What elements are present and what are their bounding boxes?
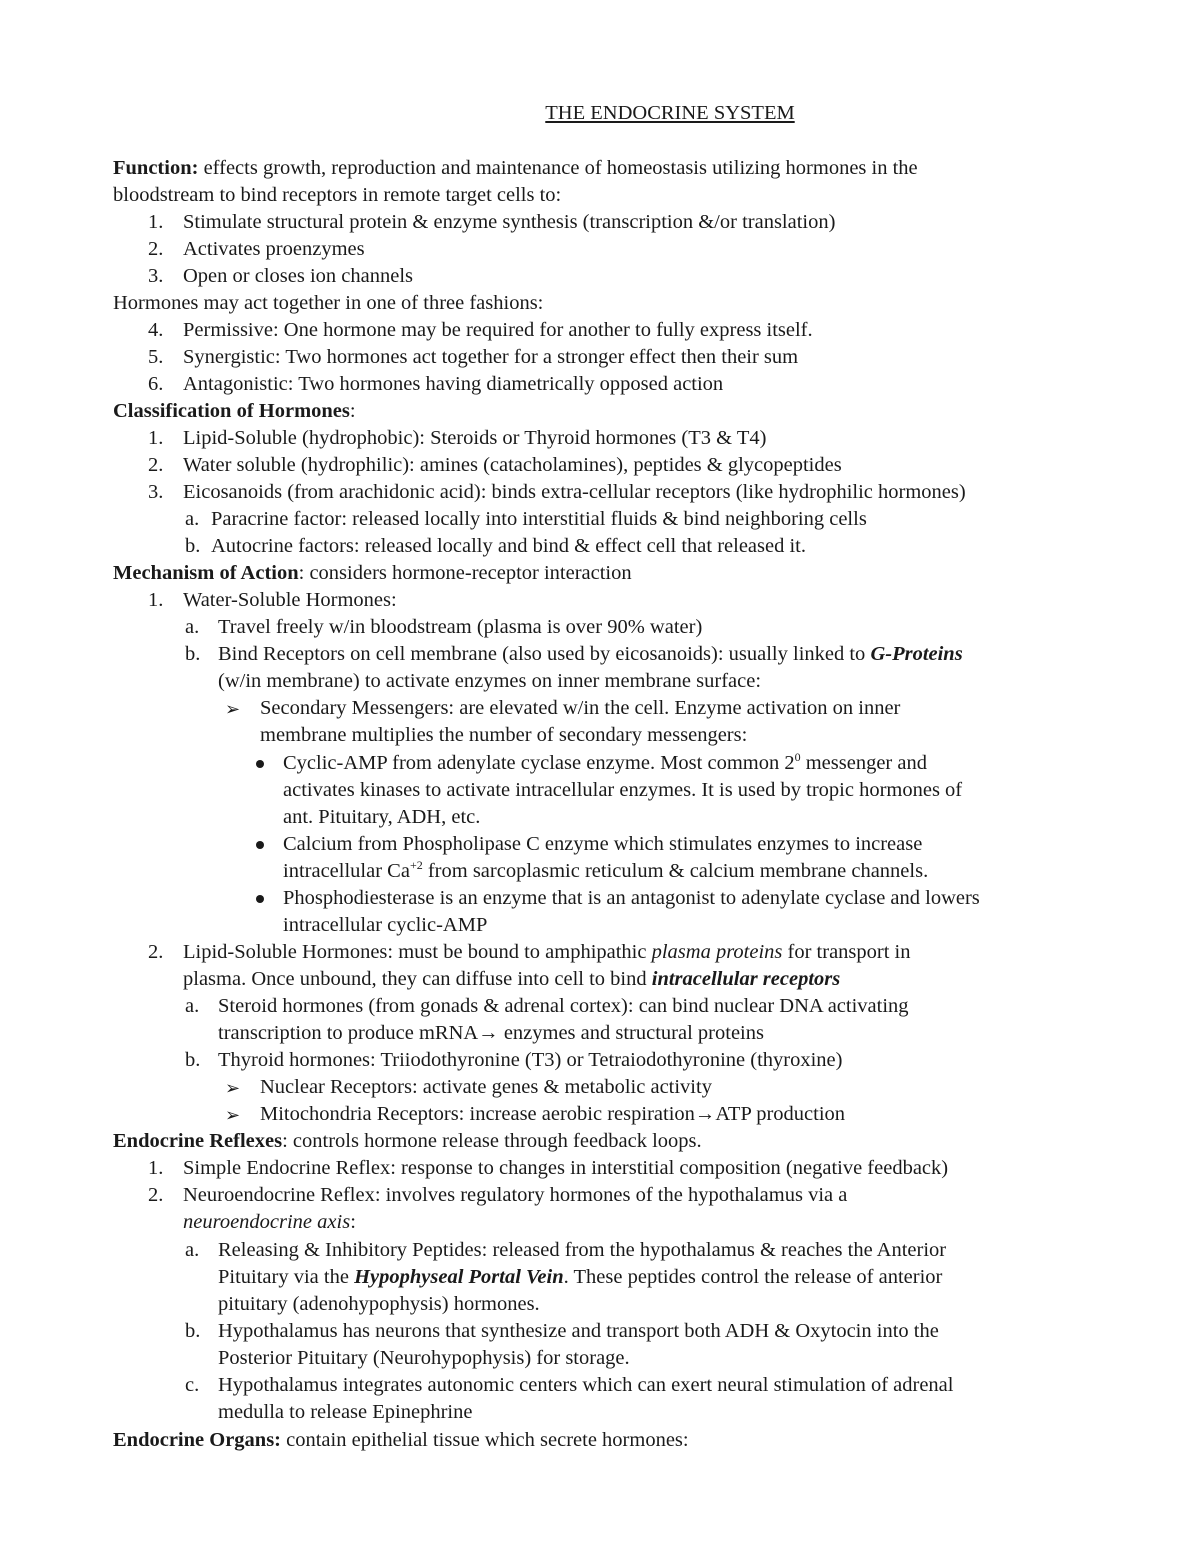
list-number: 3. xyxy=(148,265,164,287)
list-item: Bind Receptors on cell membrane (also used by eicosanoids): usually linked to G-Proteins xyxy=(218,643,963,665)
list-item: Simple Endocrine Reflex: response to changes in interstitial composition (negative feedback) xyxy=(183,1157,949,1179)
list-item: Synergistic: Two hormones act together for a stronger effect then their sum xyxy=(183,346,799,368)
list-item: Steroid hormones (from gonads & adrenal cortex): can bind nuclear DNA activating xyxy=(218,995,909,1017)
list-item: Paracrine factor: released locally into interstitial fluids & bind neighboring cells xyxy=(211,508,867,530)
list-number: 1. xyxy=(148,427,164,449)
list-item: Releasing & Inhibitory Peptides: released from the hypothalamus & reaches the Anterior xyxy=(218,1239,947,1261)
list-letter: a. xyxy=(185,995,200,1017)
list-number: 5. xyxy=(148,346,164,368)
list-item: Antagonistic: Two hormones having diametrically opposed action xyxy=(183,373,724,395)
list-letter: a. xyxy=(185,616,200,638)
list-number: 3. xyxy=(148,481,164,503)
bullet-icon xyxy=(256,841,264,849)
list-item: Travel freely w/in bloodstream (plasma is over 90% water) xyxy=(218,616,703,638)
list-item: Permissive: One hormone may be required for another to fully express itself. xyxy=(183,319,813,341)
list-item: Stimulate structural protein & enzyme synthesis (transcription &/or translation) xyxy=(183,211,836,233)
organs-heading: Endocrine Organs: contain epithelial tissue which secrete hormones: xyxy=(113,1429,689,1451)
list-item-cont: medulla to release Epinephrine xyxy=(218,1401,473,1423)
list-item-cont: intracellular $Ca^{+2}$ from sarcoplasmic reticulum & calcium membrane channels. xyxy=(283,858,929,882)
list-item: Open or closes ion channels xyxy=(183,265,413,287)
function-line-2: bloodstream to bind receptors in remote target cells to: xyxy=(113,184,562,206)
arrowhead-bullet-icon: ➢ xyxy=(225,1105,241,1125)
list-item-cont: Posterior Pituitary (Neurohypophysis) for storage. xyxy=(218,1347,630,1369)
mechanism-heading: Mechanism of Action: considers hormone-receptor interaction xyxy=(113,562,632,584)
list-number: 6. xyxy=(148,373,164,395)
list-letter: c. xyxy=(185,1374,200,1396)
list-item: Activates proenzymes xyxy=(183,238,365,260)
list-letter: b. xyxy=(185,1049,201,1071)
list-item-cont: plasma. Once unbound, they can diffuse into cell to bind intracellular receptors xyxy=(183,968,841,990)
bullet-icon xyxy=(256,895,264,903)
list-letter: b. xyxy=(185,1320,201,1342)
list-item-cont: pituitary (adenohypophysis) hormones. xyxy=(218,1293,540,1315)
reflexes-heading: Endocrine Reflexes: controls hormone release through feedback loops. xyxy=(113,1130,702,1152)
list-item: Water soluble (hydrophilic): amines (catacholamines), peptides & glycopeptides xyxy=(183,454,842,476)
list-item: Autocrine factors: released locally and bind & effect cell that released it. xyxy=(211,535,807,557)
list-item-cont: neuroendocrine axis: xyxy=(183,1211,356,1233)
list-item: Lipid-Soluble (hydrophobic): Steroids or Thyroid hormones (T3 & T4) xyxy=(183,427,767,449)
list-number: 2. xyxy=(148,238,164,260)
list-item: Calcium from Phospholipase C enzyme which stimulates enzymes to increase xyxy=(283,833,923,855)
list-item-cont: Pituitary via the Hypophyseal Portal Vein. These peptides control the release of anterior xyxy=(218,1266,943,1288)
list-item: Nuclear Receptors: activate genes & metabolic activity xyxy=(260,1076,712,1098)
arrow-icon: → xyxy=(694,1103,716,1125)
list-item: Lipid-Soluble Hormones: must be bound to amphipathic plasma proteins for transport in xyxy=(183,941,911,963)
list-item: Cyclic-AMP from adenylate cyclase enzyme. Most common $2^0$ messenger and xyxy=(283,750,927,774)
classification-heading: Classification of Hormones: xyxy=(113,400,356,422)
list-item: Thyroid hormones: Triiodothyronine (T3) or Tetraiodothyronine (thyroxine) xyxy=(218,1049,843,1071)
list-item: Eicosanoids (from arachidonic acid): binds extra-cellular receptors (like hydrophilic hormones) xyxy=(183,481,966,503)
list-number: 2. xyxy=(148,941,164,963)
list-number: 1. xyxy=(148,211,164,233)
list-number: 1. xyxy=(148,1157,164,1179)
list-number: 2. xyxy=(148,454,164,476)
list-item: Water-Soluble Hormones: xyxy=(183,589,397,611)
arrowhead-bullet-icon: ➢ xyxy=(225,1078,241,1098)
function-label: Function: xyxy=(113,157,199,179)
list-item-cont: (w/in membrane) to activate enzymes on inner membrane surface: xyxy=(218,670,762,692)
list-item: Neuroendocrine Reflex: involves regulatory hormones of the hypothalamus via a xyxy=(183,1184,848,1206)
list-item: Secondary Messengers: are elevated w/in the cell. Enzyme activation on inner xyxy=(260,697,901,719)
page-title: THE ENDOCRINE SYSTEM xyxy=(545,102,795,124)
arrow-icon: → xyxy=(478,1022,499,1044)
list-item-cont: activates kinases to activate intracellular enzymes. It is used by tropic hormones of xyxy=(283,779,963,801)
list-item-cont: intracellular cyclic-AMP xyxy=(283,914,488,936)
list-number: 2. xyxy=(148,1184,164,1206)
arrowhead-bullet-icon: ➢ xyxy=(225,699,241,719)
list-letter: b. xyxy=(185,643,201,665)
list-item: Mitochondria Receptors: increase aerobic respiration→ATP production xyxy=(260,1103,846,1125)
list-number: 4. xyxy=(148,319,164,341)
list-letter: a. xyxy=(185,1239,200,1261)
list-number: 1. xyxy=(148,589,164,611)
list-item: Phosphodiesterase is an enzyme that is an antagonist to adenylate cyclase and lowers xyxy=(283,887,980,909)
list-item: Hypothalamus has neurons that synthesize and transport both ADH & Oxytocin into the xyxy=(218,1320,939,1342)
bullet-icon xyxy=(256,760,264,768)
list-item-cont: transcription to produce mRNA→ enzymes and structural proteins xyxy=(218,1022,764,1044)
list-item-cont: ant. Pituitary, ADH, etc. xyxy=(283,806,481,828)
list-item: Hypothalamus integrates autonomic centers which can exert neural stimulation of adrenal xyxy=(218,1374,954,1396)
list-item-cont: membrane multiplies the number of secondary messengers: xyxy=(260,724,748,746)
list-letter: a. xyxy=(185,508,200,530)
function-line-1: Function: effects growth, reproduction and maintenance of homeostasis utilizing hormones in the xyxy=(113,157,918,179)
fashions-intro: Hormones may act together in one of three fashions: xyxy=(113,292,544,314)
list-letter: b. xyxy=(185,535,201,557)
